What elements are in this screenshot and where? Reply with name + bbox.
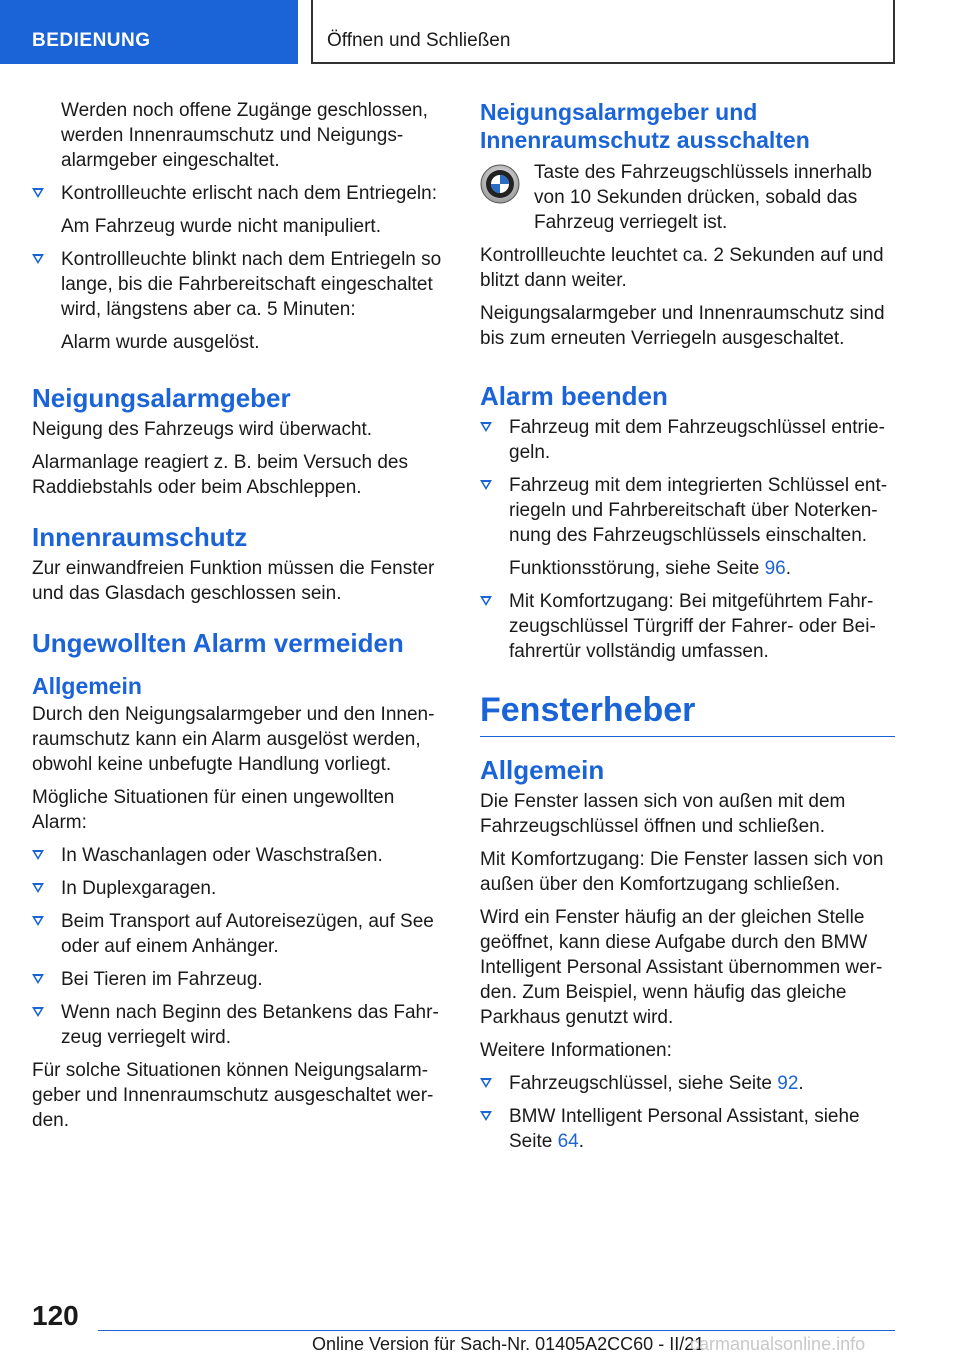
list-item: Mit Komfortzugang: Bei mitgeführtem Fahr-zeugschlüssel Türgriff der Fahrer- oder Bei-fahrertür vollständig umfassen. [480, 589, 895, 664]
heading-ungewollten-alarm: Ungewollten Alarm vermeiden [32, 628, 404, 658]
intro-paragraph: Werden noch offene Zugänge geschlossen, werden Innenraumschutz und Neigungs-alarmgeber eingeschaltet. [61, 100, 428, 171]
list-item: Kontrollleuchte blinkt nach dem Entriegeln so lange, bis die Fahrbereitschaft eingeschaltet wird, längstens aber ca. 5 Minuten: [32, 247, 450, 322]
bullet-triangle-icon [480, 422, 492, 432]
list-item: In Waschanlagen oder Waschstraßen. [32, 843, 450, 868]
bullet-triangle-icon [480, 480, 492, 490]
header-section-label: BEDIENUNG [32, 30, 151, 51]
page-number: 120 [32, 1300, 79, 1331]
paragraph: Durch den Neigungsalarmgeber und den Innen-raumschutz kann ein Alarm ausgelöst werden, obwohl keine unbefugte Handlung vorliegt. [32, 704, 435, 775]
paragraph: Zur einwandfreien Funktion müssen die Fenster und das Glasdach geschlossen sein. [32, 558, 435, 604]
page-link-96[interactable]: 96 [764, 558, 786, 579]
bullet-triangle-icon [32, 1007, 44, 1017]
bullet-triangle-icon [32, 974, 44, 984]
bmw-key-button-icon [480, 164, 520, 204]
page-link-92[interactable]: 92 [777, 1073, 799, 1094]
list-item: Fahrzeug mit dem integrierten Schlüssel ent-riegeln und Fahrbereitschaft über Noterken-nung des Fahrzeugschlüssels einschalten. [480, 473, 895, 548]
paragraph: Die Fenster lassen sich von außen mit dem Fahrzeugschlüssel öffnen und schließen. [480, 791, 846, 837]
subheading-allgemein: Allgemein [32, 673, 142, 699]
paragraph: Wird ein Fenster häufig an der gleichen Stelle geöffnet, kann diese Aufgabe durch den BMW Intelligent Personal Assistant übernommen wer-den. Zum Beispiel, wenn häufig das gleiche Parkhaus genutzt wird. [480, 907, 883, 1028]
right-column [480, 98, 895, 1162]
key-instruction: Taste des Fahrzeugschlüssels innerhalb von 10 Sekunden drücken, sobald das Fahrzeug verriegelt ist. [480, 160, 895, 235]
bullet-triangle-icon [480, 1078, 492, 1088]
bullet-triangle-icon [480, 596, 492, 606]
bullet-triangle-icon [32, 916, 44, 926]
list-item: Beim Transport auf Autoreisezügen, auf See oder auf einem Anhänger. [32, 909, 450, 959]
list-item-subtext: Am Fahrzeug wurde nicht manipuliert. [61, 216, 381, 237]
paragraph: Für solche Situationen können Neigungsalarm-geber und Innenraumschutz ausgeschaltet wer-den. [32, 1060, 434, 1131]
heading-ausschalten: Neigungsalarmgeber und Innenraumschutz ausschalten [480, 99, 810, 153]
header-title-box [311, 0, 895, 64]
bullet-triangle-icon [32, 850, 44, 860]
bullet-triangle-icon [480, 1111, 492, 1121]
bullet-triangle-icon [32, 883, 44, 893]
heading-fensterheber: Fensterheber [480, 690, 895, 737]
list-item: In Duplexgaragen. [32, 876, 450, 901]
paragraph: Weitere Informationen: [480, 1040, 672, 1061]
watermark: carmanualsonline.info [690, 1334, 866, 1354]
paragraph: Mit Komfortzugang: Die Fenster lassen sich von außen über den Komfortzugang schließen. [480, 849, 884, 895]
left-column [32, 98, 450, 1141]
list-item: BMW Intelligent Personal Assistant, siehe Seite 64. [480, 1104, 895, 1154]
list-item: Fahrzeug mit dem Fahrzeugschlüssel entrie-geln. [480, 415, 895, 465]
header-section-tab [0, 0, 298, 64]
list-item-subtext: Alarm wurde ausgelöst. [61, 332, 260, 353]
paragraph: Mögliche Situationen für einen ungewollten Alarm: [32, 787, 395, 833]
footer-version-text: Online Version für Sach-Nr. 01405A2CC60 - II/21 [312, 1334, 705, 1354]
list-item: Wenn nach Beginn des Betankens das Fahr-zeug verriegelt wird. [32, 1000, 450, 1050]
list-item: Fahrzeugschlüssel, siehe Seite 92. [480, 1071, 895, 1096]
heading-alarm-beenden: Alarm beenden [480, 381, 668, 411]
paragraph: Alarmanlage reagiert z. B. beim Versuch des Raddiebstahls oder beim Abschleppen. [32, 452, 408, 498]
bullet-triangle-icon [32, 188, 44, 198]
page-link-64[interactable]: 64 [557, 1131, 579, 1152]
list-item: Kontrollleuchte erlischt nach dem Entriegeln: [32, 181, 450, 206]
subheading-allgemein: Allgemein [480, 755, 605, 785]
bullet-triangle-icon [32, 254, 44, 264]
list-item: Bei Tieren im Fahrzeug. [32, 967, 450, 992]
header-title: Öffnen und Schließen [327, 30, 511, 51]
heading-neigungsalarmgeber: Neigungsalarmgeber [32, 383, 291, 413]
heading-innenraumschutz: Innenraumschutz [32, 522, 248, 552]
paragraph: Kontrollleuchte leuchtet ca. 2 Sekunden auf und blitzt dann weiter. [480, 245, 884, 291]
list-item-subtext: Funktionsstörung, siehe Seite 96. [509, 558, 792, 579]
footer-divider [98, 1330, 895, 1331]
paragraph: Neigungsalarmgeber und Innenraumschutz sind bis zum erneuten Verriegeln ausgeschaltet. [480, 303, 885, 349]
paragraph: Neigung des Fahrzeugs wird überwacht. [32, 419, 373, 440]
